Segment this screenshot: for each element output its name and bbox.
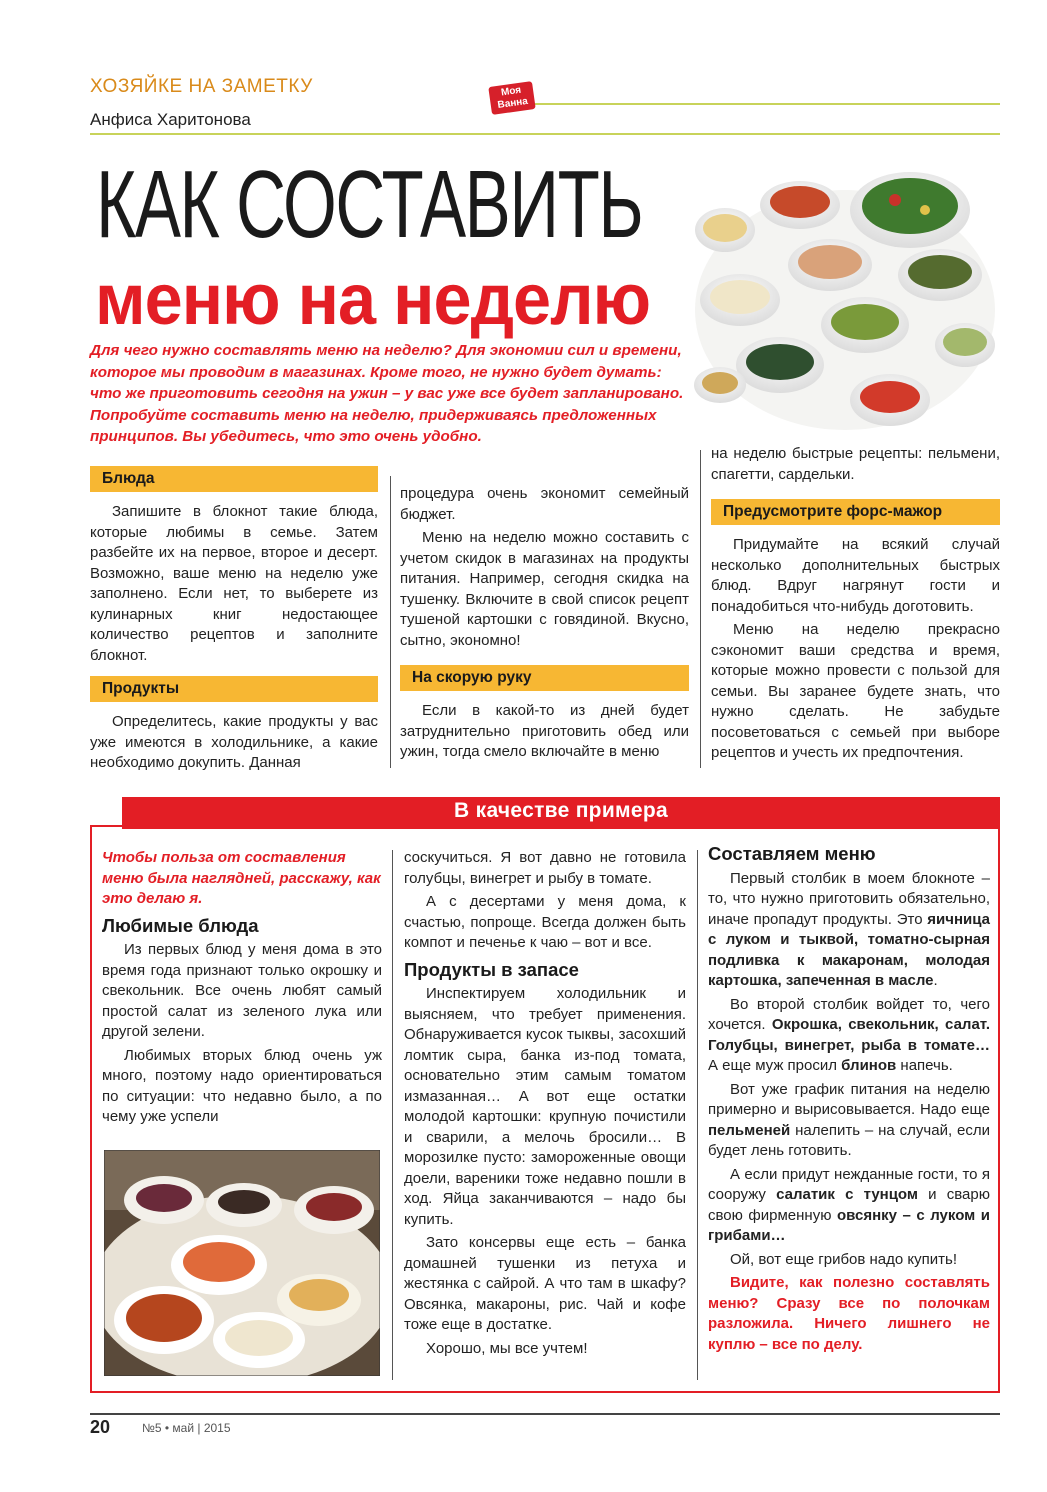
- example-heading: В качестве примера: [122, 797, 1000, 829]
- second-list-pancakes: блинов: [841, 1057, 897, 1074]
- rubric: ХОЗЯЙКЕ НА ЗАМЕТКУ: [90, 76, 313, 97]
- example-column-2: [404, 848, 686, 1362]
- heading-stock-products: Продукты в запасе: [404, 958, 579, 980]
- guests-oatmeal: овсянку – с луком и грибами…: [708, 1206, 990, 1244]
- dishes-text: Запишите в блокнот такие блюда, которые любимы в семье. Затем разбейте их на первое, второе и десерт. Возможно, ваше меню на неделю уже заполнено. Если нет, то выберете из кулинарных книг недостающее количество рецептов и заполните блокнот.: [90, 503, 378, 664]
- mushrooms-text: Ой, вот еще грибов надо купить!: [730, 1250, 957, 1268]
- page-number: 20: [90, 1417, 111, 1437]
- example-divider-2: [697, 850, 698, 1380]
- schedule-c: налепить – на случай, если будет лень готовить.: [708, 1121, 990, 1159]
- title-line2: меню на неделю: [95, 260, 651, 340]
- final-remark: Видите, как полезно составлять меню? Сразу все по полочкам разложила. Ничего лишнего не куплю – все по делу.: [708, 1274, 990, 1353]
- guests-c: и сварю свою фирменную: [708, 1186, 990, 1224]
- section-heading-products: Продукты: [90, 676, 378, 702]
- logo-line1: Моя: [500, 84, 522, 99]
- logo-line2: Ванна: [496, 95, 529, 112]
- heading-compose-menu: Составляем меню: [708, 843, 876, 864]
- force-majeure-text: Придумайте на всякий случай несколько дополнительных быстрых блюд. Вдруг нагрянут гости и понадобиться что-нибудь доготовить.: [711, 536, 1000, 615]
- magazine-logo: [488, 81, 535, 115]
- first-list-dishes: яичница с луком и тыквой, томатно-сырная подливка к макаронам, молодая картошка, запеченная в масле: [708, 910, 990, 989]
- stock-text-1: соскучиться. Я вот давно не готовила голубцы, винегрет и рыбу в томате.: [404, 849, 686, 887]
- second-list-text: [708, 995, 990, 1077]
- author-divider: [90, 133, 1000, 135]
- column-2: [400, 484, 689, 766]
- food-platter-image: [680, 150, 1000, 450]
- conclusion-text: Хорошо, мы все учтем!: [426, 1339, 588, 1357]
- issue-info: №5 • май | 2015: [142, 1421, 231, 1435]
- column-1: [90, 466, 378, 777]
- heading-favorite-dishes: Любимые блюда: [102, 914, 259, 936]
- first-list-a: Первый столбик в моем блокноте – то, что нужно приготовить обязательно, иначе пропадут продукты. Это: [708, 869, 990, 928]
- budget-text: процедура очень экономит семейный бюджет.: [400, 485, 689, 523]
- example-column-3: [708, 842, 990, 1358]
- second-list-dishes: Окрошка, свекольник, салат. Голубцы, винегрет, рыба в томате…: [708, 1016, 990, 1054]
- schedule-a: Вот уже график питания на неделю примерно и вырисовывается. Надо еще: [708, 1080, 990, 1118]
- canned-text: Зато консервы еще есть – банка домашней тушенки из петуха и жестянка с сайрой. А что там в шкафу? Овсянка, макароны, рис. Чай и кофе тоже еще в достатке.: [404, 1234, 686, 1333]
- rubric-divider: [535, 103, 1000, 105]
- author-name: Анфиса Харитонова: [90, 110, 251, 129]
- column-3: [711, 444, 1000, 767]
- guests-text: [708, 1165, 990, 1247]
- favorite-dishes-text-1: Из первых блюд у меня дома в это время года признают только окрошку и свекольник. Все очень любят самый простой салат из зеленого лука или другой зелени.: [102, 941, 382, 1040]
- lead-paragraph: Для чего нужно составлять меню на неделю? Для экономии сил и времени, которое мы проводим в магазинах. Кроме того, не нужно будет думать: что же приготовить сегодня на ужин – у вас уже все будет запланировано. Попробуйте составить меню на неделю, придерживаясь предложенных принципов. Вы убедитесь, что это очень удобно.: [90, 342, 684, 445]
- example-divider-1: [392, 850, 393, 1380]
- guests-a: А если придут нежданные гости, то я сооружу: [708, 1165, 990, 1203]
- second-list-a: Во второй столбик войдет то, чего хочется.: [708, 995, 990, 1033]
- example-intro: Чтобы польза от составления меню была наглядней, расскажу, как это делаю я.: [102, 849, 381, 907]
- dinner-table-photo: [104, 1150, 380, 1376]
- section-heading-dishes: Блюда: [90, 466, 378, 492]
- schedule-dumplings: пельменей: [708, 1121, 791, 1139]
- discount-text: Меню на неделю можно составить с учетом скидок в магазинах на продукты питания. Например, сегодня скидка на тушенку. Включите в свой список рецепт тушеной картошки с говядиной. Вкусно, сытно, экономно!: [400, 529, 689, 649]
- desserts-text: А с десертами у меня дома, к счастью, попроще. Всегда должен быть компот и печенье к чаю – вот и все.: [404, 893, 686, 951]
- section-heading-quick: На скорую руку: [400, 665, 689, 691]
- schedule-text: [708, 1080, 990, 1162]
- column-divider-2: [700, 450, 701, 768]
- quick-recipes-text: на неделю быстрые рецепты: пельмени, спагетти, сардельки.: [711, 445, 1000, 483]
- fridge-text: Инспектируем холодильник и выясняем, что требует применения. Обнаруживается кусок тыквы, засохший ломтик сыра, банка из-под томата, основательно этим самым томатом измазанная… А вот еще остатки молодой картошки: крупную почистили и сварили, а мелочь бросили… В морозилке пусто: замороженные овощи доели, вареники тоже недавно пошли в ход. Яйца заканчиваются – надо бы купить.: [404, 985, 686, 1228]
- first-list-c: .: [933, 972, 938, 989]
- second-list-e: напечь.: [896, 1057, 953, 1074]
- second-list-c: А еще муж просил: [708, 1057, 842, 1074]
- first-list-text: [708, 869, 990, 992]
- section-heading-force-majeure: Предусмотрите форс-мажор: [711, 499, 1000, 525]
- guests-salad: салатик с тунцом: [776, 1186, 918, 1203]
- products-text: Определитесь, какие продукты у вас уже имеются в холодильнике, а какие необходимо докупить. Данная: [90, 713, 378, 771]
- column-divider-1: [390, 476, 391, 768]
- favorite-dishes-text-2: Любимых вторых блюд очень уж много, поэтому надо ориентироваться по ситуации: что недавно было, а по чему уже успели: [102, 1046, 382, 1125]
- title-line1: КАК СОСТАВИТЬ: [96, 151, 643, 258]
- footer-divider: [90, 1413, 1000, 1415]
- example-column-1: [102, 848, 382, 1131]
- quick-text: Если в какой-то из дней будет затруднительно приготовить обед или ужин, тогда смело включайте в меню: [400, 702, 689, 760]
- savings-text: Меню на неделю прекрасно сэкономит ваши средства и время, которые можно провести с пользой для семьи. Вы заранее будете знать, что нужно сделать. Не забудьте посоветоваться с семьей при выборе рецептов и учесть их предпочтения.: [711, 621, 1000, 761]
